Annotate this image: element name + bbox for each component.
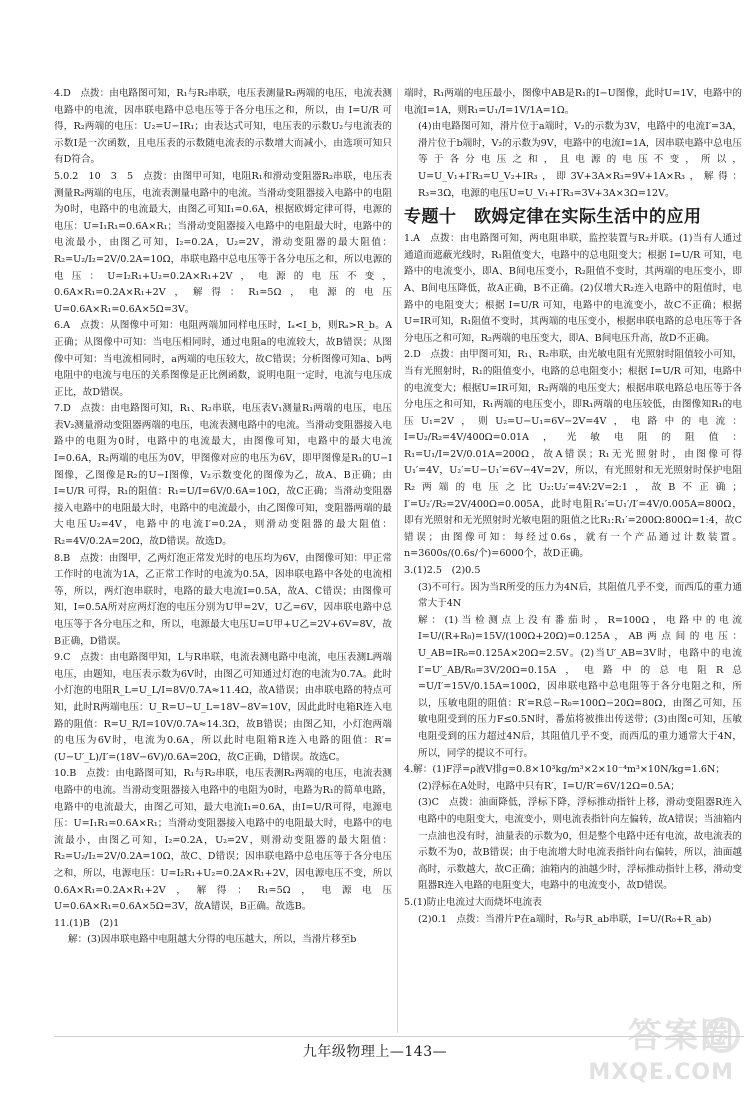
page-footer: 九年级物理上—143—: [302, 1044, 448, 1060]
answer-paragraph: 解：(3)因串联电路中电阻越大分得的电压越大，所以，当滑片移至b: [68, 934, 357, 946]
right-column: [404, 86, 742, 928]
answer-paragraph: 1.A 点拨：由电路图可知，两电阻串联，监控装置与R₂并联。(1)当有人通过通道而遮蔽光线时，R₁阻值变大，电路中的总电阻变大；根据 I=U/R 可知，电路中的电流变小，即A、B间电压变小，R₂阻值不变时，其两端的电压变小，即A、B间电压降低，故A正确，B不正确。(2)仅增大R₂连入电路中的阻值时，电路中的电阻变大；根据 I=U/R 可知，电路中的电流变小，故C不正确；根据U=IR可知，R₁阻值不变时，其两端的电压变小，根据串联电路的总电压等于各分电压之和可知，R₂两端的电压变大，即A、B间电压升高，故D不正确。: [404, 233, 742, 344]
answer-paragraph: 5.(1)防止电流过大而烧坏电流表: [404, 896, 542, 908]
answer-paragraph: 11.(1)B (2)1: [54, 917, 120, 929]
watermark-url: MXQE.COM: [588, 1060, 734, 1085]
answer-paragraph: 9.C 点拨：由电路图甲知，L与R串联，电流表测电路中电流，电压表测L两端电压，由题知，电压表示数为6V时，由图乙可知通过灯泡的电流为0.7A。此时小灯泡的电阻R_L=U_L/I=8V/0.7A≈11.4Ω，故A错误；由串联电路的特点可知，此时R两端电压：U_R=U−U_L=18V−8V=10V，因此此时电箱R连入电路的阻值：R=U_R/I=10V/0.7A≈14.3Ω，故B错误；由图乙知，小灯泡两端的电压为6V时，电流为0.6A，所以此时电阻箱R连入电路的阻值：R′=(U−U′_L)/I′=(18V−6V)/0.6A=20Ω，故C正确，D错误。故选C。: [54, 652, 392, 763]
answer-paragraph: (3)C 点拨：油面降低，浮标下降，浮标推动指针上移，滑动变阻器R连入电路中的电阻变大，电流变小，则电流表指针向左偏转，故A错误；当油箱内一点油也没有时，油量表的示数为0，但是整个电路中还有电流，故电流表的示数不为0，故B错误；由于电流增大时电流表指针向右偏转，所以，油面越高时，示数越大，故C正确；油箱内的油越少时，浮标推动指针上移，滑动变阻器R连入电路的电阻变大，电路中的电流变小，故D错误。: [418, 797, 742, 892]
answer-paragraph: 端时，R₁两端的电压最小，图像中AB是R₁的I−U图像，此时U=1V，电路中的电流I=1A，则R₁=U₁/I=1V/1A=1Ω。: [404, 88, 742, 116]
answer-paragraph: 5.0.2 10 3 5 点拨：由图甲可知，电阻R₁和滑动变阻器R₂串联，电压表测量R₂两端的电压，电流表测量电路中的电流。当滑动变阻器接入电路中的电阻为0时，电路中的电流最大，由图乙可知I₁=0.6A，根据欧姆定律可得，电源的电压：U=I₁R₁=0.6A×R₁；当滑动变阻器接入电路中的电阻最大时，电路中的电流最小，由图乙可知，I₂=0.2A，U₂=2V，滑动变阻器的最大阻值：R₂=U₂/I₂=2V/0.2A=10Ω，串联电路中总电压等于各分电压之和，所以电源的电压：U=I₂R₁+U₂=0.2A×R₁+2V，电源的电压不变，0.6A×R₁=0.2A×R₁+2V，解得：R₁=5Ω，电源的电压U=0.6A×R₁=0.6A×5Ω=3V。: [54, 170, 392, 315]
answer-paragraph: (4)由电路图可知，滑片位于a端时，V₂的示数为3V，电路中的电流I′=3A，滑片位于b端时，V₂的示数为9V，电路中的电流I=1A，因串联电路中总电压等于各分电压之和，且电源的电压不变，所以，U=U_V₁+I′R₃=U_V₂+IR₃，即3V+3A×R₃=9V+1A×R₃，解得：R₃=3Ω，电源的电压U=U_V₁+I′R₃=3V+3A×3Ω=12V。: [418, 121, 742, 199]
left-column: [54, 86, 392, 949]
answer-paragraph: 6.A 点拨：从图像中可知：电阻两端加同样电压时，Iₐ<I_b，则Rₐ>R_b。A正确；从图像中可知：当电压相同时，通过电阻a的电流较大，故B错误；从图像中可知：当电流相同时，a两端的电压较大，故C错误；分析图像可知a、b两电阻中的电流与电压的关系图像是正比例函数，说明电阻一定时，电流与电压成正比，故D错误。: [54, 320, 392, 398]
answer-paragraph: 3.(1)2.5 (2)0.5: [404, 565, 481, 577]
section-heading: 专题十 欧姆定律在实际生活中的应用: [404, 207, 702, 228]
answer-paragraph: (2)0.1 点拨：当滑片P在a端时，R₀与R_ab串联，I=U/(R₀+R_ab): [418, 913, 712, 925]
answer-paragraph: 10.B 点拨：由电路图可知，R₁与R₂串联，电压表测R₂两端的电压，电流表测电路中的电流。当滑动变阻器接入电路中的电阻为0时，电路为R₁的简单电路，电路中的电流最大，由图乙可知，最大电流I₁=0.6A，由I=U/R可得，电源电压：U=I₁R₁=0.6A×R₁；当滑动变阻器接入电路中的电阻最大时，电路中的电流最小，由图乙可知，I₂=0.2A，U₂=2V，则滑动变阻器的最大阻值：R₂=U₂/I₂=2V/0.2A=10Ω，故C、D错误；因串联电路中总电压等于各分电压之和，所以，电源电压：U=I₂R₁+U₂=0.2A×R₁+2V，因电源电压不变，所以0.6A×R₁=0.2A×R₁+2V，解得：R₁=5Ω，电源电压U=0.6A×R₁=0.6A×5Ω=3V，故A错误，B正确。故选B。: [54, 768, 392, 913]
answer-paragraph: (3)不可行。因为当R所受的压力为4N后，其阻值几乎不变，而西瓜的重力通常大于4N: [418, 581, 742, 610]
answer-paragraph: 7.D 点拨：由电路图可知，R₁、R₂串联，电压表V₁测量R₁两端的电压，电压表V₂测量滑动变阻器两端的电压，电流表测电路中的电流。当滑动变阻器接入电路中的电阻为0时，电路中的电流最大，由图像可知，电路中的最大电流I=0.6A，R₂两端的电压为0V，甲图像对应的电压为6V，即甲图像是R₁的U−I图像，乙图像是R₂的U−I图像，V₂示数变化的图像为乙，故A、B正确；由 I=U/R 可得，R₁的阻值：R₁=U/I=6V/0.6A=10Ω，故C正确；当滑动变阻器接入电路中的电阻最大时，电路中的电流最小，由乙图像可知，变阻器两端的最大电压U₂=4V，电路中的电流I′=0.2A，则滑动变阻器的最大阻值：R₂=4V/0.2A=20Ω，故D错误。故选D。: [54, 403, 392, 548]
answer-paragraph: 4.D 点拨：由电路图可知，R₁与R₂串联，电压表测量R₂两端的电压，电流表测电路中的电流，因串联电路中总电压等于各分电压之和，所以，由 I=U/R 可得，R₂两端的电压：U₂=U−IR₁；由表达式可知，电压表的示数U₂与电流表的示数I是一次函数，且电压表的示数随电流表的示数增大而减小，由选项可知只有D符合。: [54, 88, 392, 166]
answer-paragraph: 8.B 点拨：由图甲，乙两灯泡正常发光时的电压均为6V，由图像可知：甲正常工作时的电流为1A，乙正常工作时的电流为0.5A，因串联电路中各处的电流相等，所以，两灯泡串联时，电路的最大电流I=0.5A，故A、C错误；由图像可知，I=0.5A所对应两灯泡的电压分别为U甲=2V，U乙=6V，因串联电路中总电压等于各分电压之和，所以，电源最大电压U=U甲+U乙=2V+6V=8V，故B正确，D错误。: [54, 552, 392, 647]
column-divider: [397, 88, 398, 1033]
answer-paragraph: (2)浮标在A处时，电路中只有R′，I=U/R′=6V/12Ω=0.5A；: [418, 780, 680, 792]
watermark-text: 答案圈: [628, 1016, 736, 1056]
answer-paragraph: 4.解：(1)F浮=ρ液V排g=0.8×10³kg/m³×2×10⁻⁴m³×10N/kg=1.6N；: [404, 764, 725, 776]
answer-paragraph: 解：(1)当检测点上没有番茄时，R=100Ω，电路中的电流 I=U/(R+R₀)=15V/(100Ω+20Ω)=0.125A，AB两点间的电压：U_AB=IR₀=0.125A×20Ω=2.5V。(2)当U′_AB=3V时，电路中的电流I′=U′_AB/R₀=3V/20Ω=0.15A，电路中的总电阻R总=U/I′=15V/0.15A=100Ω，因串联电路中总电阻等于各分电阻之和，所以，压敏电阻的阻值：R′=R总−R₀=100Ω−20Ω=80Ω，由图乙可知，压敏电阻受到的压力F≤0.5N时，番茄将被推出传送带；(3)由图c可知，压敏电阻受到的压力超过4N后，其阻值几乎不变，而西瓜的重力通常大于4N，所以，同学的提议不可行。: [418, 614, 742, 759]
answer-paragraph: 2.D 点拨：由甲图可知，R₁、R₂串联，由光敏电阻有光照射时阻值较小可知，当有光照射时，R₁的阻值变小，电路的总电阻变小；根据 I=U/R 可知，电路中的电流变大；根据U=IR可知，R₂两端的电压变大；根据串联电路总电压等于各分电压之和可知，R₁两端的电压变小，即R₁两端的电压较低，由图像知R₁的电压U₁=2V，则U₂=U−U₁=6V−2V=4V，电路中的电流：I=U₂/R₂=4V/400Ω=0.01A，光敏电阻的阻值：R₁=U₁/I=2V/0.01A=200Ω，故A错误；R₁无光照射时，由图像可得U₁′=4V，U₂′=U−U₁′=6V−4V=2V，所以，有光照射和无光照射时保护电阻R₂两端的电压之比U₂:U₂′=4V:2V=2:1，故B不正确；I′=U₂′/R₂=2V/400Ω=0.005A，此时电阻R₁′=U₁′/I′=4V/0.005A=800Ω，即有光照射和无光照射时光敏电阻的阻值之比R₁:R₁′=200Ω:800Ω=1:4，故C错误；由图像可知：每经过0.6s，就有一个产品通过计数装置。n=3600s/(0.6s/个)=6000个，故D正确。: [404, 349, 742, 560]
watermark-logo: [588, 997, 744, 1097]
